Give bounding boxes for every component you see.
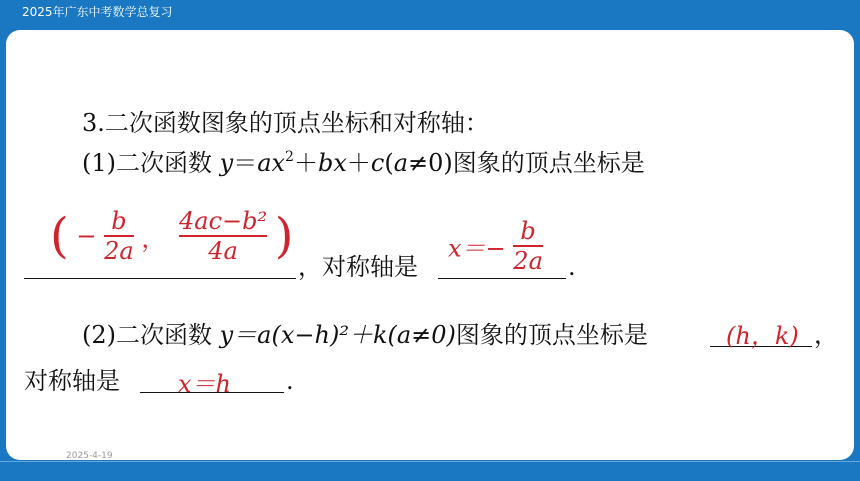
p2-prefix: (2)二次函数 — [82, 321, 220, 349]
p2-line2-prefix: 对称轴是 — [24, 367, 120, 395]
content-panel — [6, 30, 854, 460]
var-a: a — [257, 149, 272, 177]
paren: ( — [384, 149, 394, 177]
plus: ＋ — [293, 149, 318, 177]
var-c: c — [370, 149, 385, 177]
date-stamp: 2025-4-19 — [66, 451, 113, 461]
left-paren: ( — [50, 208, 69, 264]
axis-lhs: x＝− — [448, 234, 506, 263]
p1-text — [82, 148, 645, 182]
right-paren: ) — [274, 208, 294, 264]
condition: ≠0) — [408, 149, 453, 177]
p1-end: . — [568, 253, 576, 281]
denominator: 4a — [208, 236, 238, 265]
p2-text — [82, 320, 648, 350]
var-x: x — [271, 149, 286, 177]
p2-comma: ， — [814, 321, 838, 349]
var-b: b — [317, 149, 334, 177]
p1-mid-text: ，对称轴是 — [298, 253, 418, 281]
minus-sign: − — [76, 222, 97, 250]
header-title: 2025年广东中考数学总复习 — [22, 5, 173, 19]
p2-formula: y＝a(x−h)²＋k(a≠0) — [219, 321, 456, 349]
exponent: 2 — [285, 149, 294, 165]
equals: ＝ — [233, 149, 258, 177]
var-y: y — [219, 149, 234, 177]
answer-underline — [24, 256, 296, 279]
denominator: 2a — [513, 246, 543, 275]
p2-end: . — [286, 367, 294, 395]
footer-divider — [0, 461, 860, 462]
p1-suffix: 图象的顶点坐标是 — [452, 149, 645, 177]
comma: ， — [141, 224, 166, 253]
numerator: b — [520, 217, 536, 245]
var-a: a — [393, 149, 409, 177]
p2-axis-answer: x＝h — [178, 370, 231, 398]
axis-answer — [448, 218, 543, 274]
fraction-axis — [513, 218, 543, 274]
p1-prefix: (1)二次函数 — [82, 149, 220, 177]
numerator: 4ac−b² — [178, 207, 268, 236]
vertex-blank — [24, 256, 296, 283]
denominator: 2a — [104, 236, 134, 265]
var-x: x — [333, 149, 347, 177]
section-heading: 3.二次函数图象的顶点坐标和对称轴： — [82, 109, 489, 137]
numerator: b — [111, 207, 127, 236]
plus: ＋ — [346, 149, 371, 177]
p2-vertex-answer: (h，k) — [726, 322, 799, 350]
p2-suffix: 图象的顶点坐标是 — [455, 321, 648, 349]
